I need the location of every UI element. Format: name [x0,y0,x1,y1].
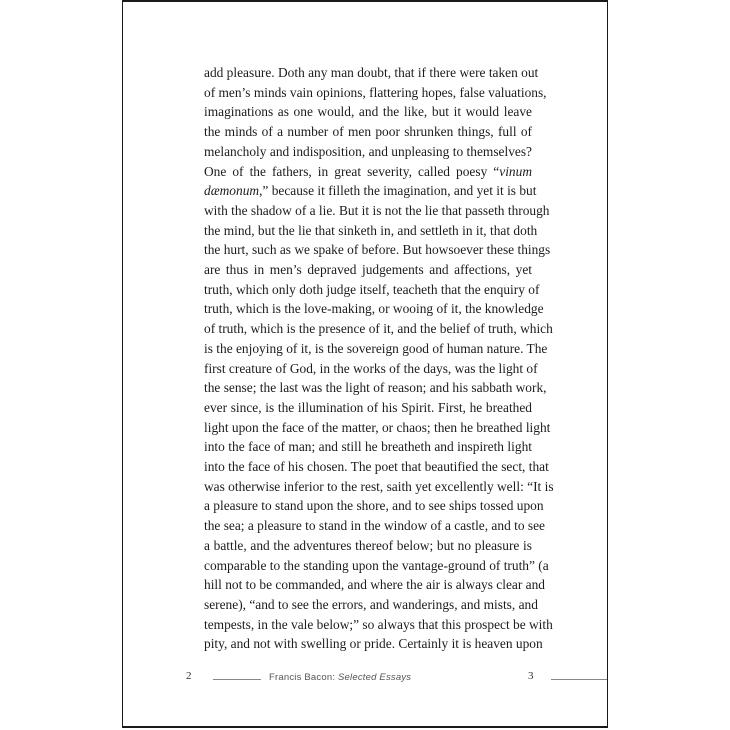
text-line: into the face of man; and still he breatheth and inspireth light [204,439,532,455]
text-line: imaginations as one would, and the like, but it would leave [204,104,532,120]
footer-book-title: Selected Essays [338,672,412,683]
book-page [122,0,608,728]
text-line: add pleasure. Doth any man doubt, that if there were taken out [204,65,539,80]
text-line: is the enjoying of it, is the sovereign good of human nature. The [204,340,548,356]
text-line: tempests, in the vale below;” so always that this prospect be with [204,616,553,632]
footer-author: Francis Bacon: [269,672,338,683]
text-line: melancholy and indisposition, and unpleasing to themselves? [204,143,532,159]
left-page-number: 2 [186,670,192,682]
running-footer-title [269,672,411,683]
footer-rule-left [213,679,261,680]
text-line: first creature of God, in the works of the days, was the light of [204,360,538,376]
text-line: truth, which only doth judge itself, teacheth that the enquiry of [204,281,540,297]
text-line [204,162,532,182]
right-page-number: 3 [528,670,534,682]
text-line: the minds of a number of men poor shrunken things, full of [204,124,532,140]
essay-body-text [204,63,554,654]
text-line: are thus in men’s depraved judgements and affections, yet [204,262,532,278]
text-run: ,” because it filleth the imagination, and yet it is but [259,183,537,199]
text-line: serene), “and to see the errors, and wanderings, and mists, and [204,596,538,612]
text-line: the mind, but the lie that sinketh in, and settleth in it, that doth [204,222,538,238]
text-line: ever since, is the illumination of his Spirit. First, he breathed [204,399,532,415]
text-line: comparable to the standing upon the vantage-ground of truth” (a [204,557,549,573]
text-line: with the shadow of a lie. But it is not the lie that passeth through [204,202,550,218]
text-line: hill not to be commanded, and where the air is always clear and [204,577,545,593]
text-line: was otherwise inferior to the rest, saith yet excellently well: “It is [204,478,554,494]
footer-rule-right [551,679,607,680]
text-line: into the face of his chosen. The poet that beautified the sect, that [204,459,549,475]
text-line: a battle, and the adventures thereof below; but no pleasure is [204,537,532,553]
text-line: the sense; the last was the light of reason; and his sabbath work, [204,380,547,396]
italic-latin-phrase: dæmonum [204,183,260,199]
text-run: One of the fathers, in great severity, called poesy “ [204,163,500,179]
text-line: truth, which is the love-making, or wooing of it, the knowledge [204,301,544,317]
text-line: light upon the face of the matter, or chaos; then he breathed light [204,419,551,435]
text-line [204,181,537,201]
text-line: of men’s minds vain opinions, flattering hopes, false valuations, [204,84,547,100]
text-line: the hurt, such as we spake of before. But howsoever these things [204,242,551,258]
italic-latin-phrase: vinum [499,163,532,179]
text-line: the sea; a pleasure to stand in the window of a castle, and to see [204,518,545,534]
text-line: pity, and not with swelling or pride. Certainly it is heaven upon [204,636,543,652]
text-line: of truth, which is the presence of it, and the belief of truth, which [204,321,553,337]
text-line: a pleasure to stand upon the shore, and to see ships tossed upon [204,498,544,514]
